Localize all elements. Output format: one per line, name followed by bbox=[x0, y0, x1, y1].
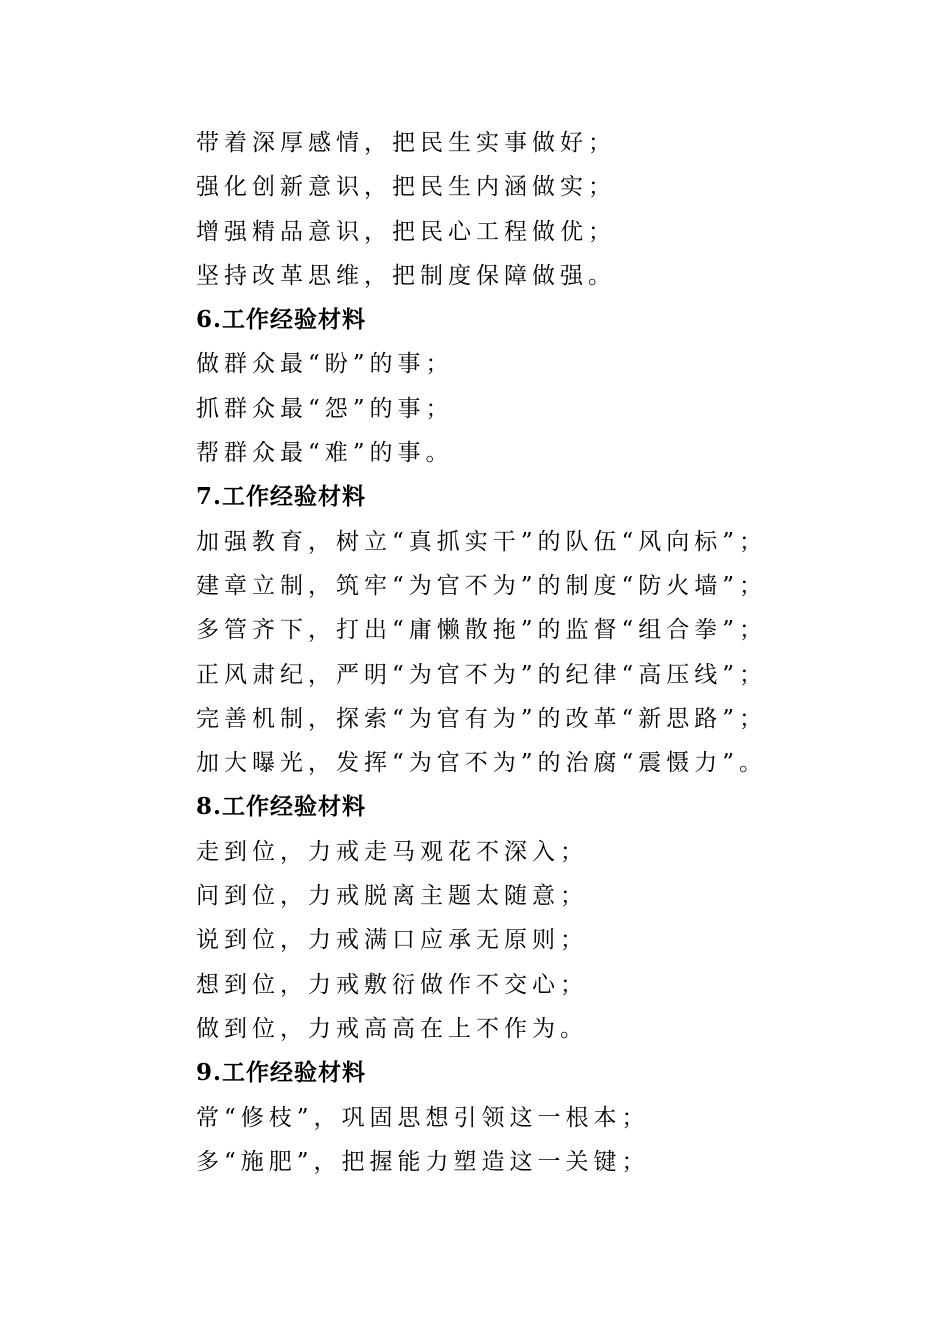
section-heading: 7.工作经验材料 bbox=[196, 483, 367, 511]
body-line: 加强教育，树立“真抓实干”的队伍“风向标”； bbox=[196, 528, 768, 555]
body-line: 带着深厚感情，把民生实事做好； bbox=[196, 130, 616, 156]
body-line: 抓群众最“怨”的事； bbox=[196, 395, 454, 422]
body-line: 多“施肥”，把握能力塑造这一关键； bbox=[196, 1148, 650, 1175]
body-line: 完善机制，探索“为官有为”的改革“新思路”； bbox=[196, 705, 768, 732]
body-line: 常“修枝”，巩固思想引领这一根本； bbox=[196, 1104, 650, 1131]
body-line: 增强精品意识，把民心工程做优； bbox=[196, 218, 616, 245]
body-line: 坚持改革思维，把制度保障做强。 bbox=[196, 262, 616, 289]
body-line: 正风肃纪，严明“为官不为”的纪律“高压线”； bbox=[196, 661, 768, 688]
body-line: 问到位，力戒脱离主题太随意； bbox=[196, 883, 588, 910]
body-line: 做群众最“盼”的事； bbox=[196, 351, 454, 378]
body-line: 强化创新意识，把民生内涵做实； bbox=[196, 174, 616, 201]
body-line: 多管齐下，打出“庸懒散拖”的监督“组合拳”； bbox=[196, 617, 768, 644]
section-heading: 6.工作经验材料 bbox=[196, 306, 367, 334]
body-line: 想到位，力戒敷衍做作不交心； bbox=[196, 971, 588, 998]
body-line: 建章立制，筑牢“为官不为”的制度“防火墙”； bbox=[196, 572, 768, 599]
section-heading: 8.工作经验材料 bbox=[196, 793, 367, 821]
section-heading: 9.工作经验材料 bbox=[196, 1059, 367, 1087]
body-line: 走到位，力戒走马观花不深入； bbox=[196, 838, 588, 865]
body-line: 加大曝光，发挥“为官不为”的治腐“震慑力”。 bbox=[196, 750, 768, 777]
body-line: 帮群众最“难”的事。 bbox=[196, 440, 454, 467]
body-line: 说到位，力戒满口应承无原则； bbox=[196, 927, 588, 954]
body-line: 做到位，力戒高高在上不作为。 bbox=[196, 1015, 588, 1042]
document-page bbox=[196, 121, 916, 1184]
